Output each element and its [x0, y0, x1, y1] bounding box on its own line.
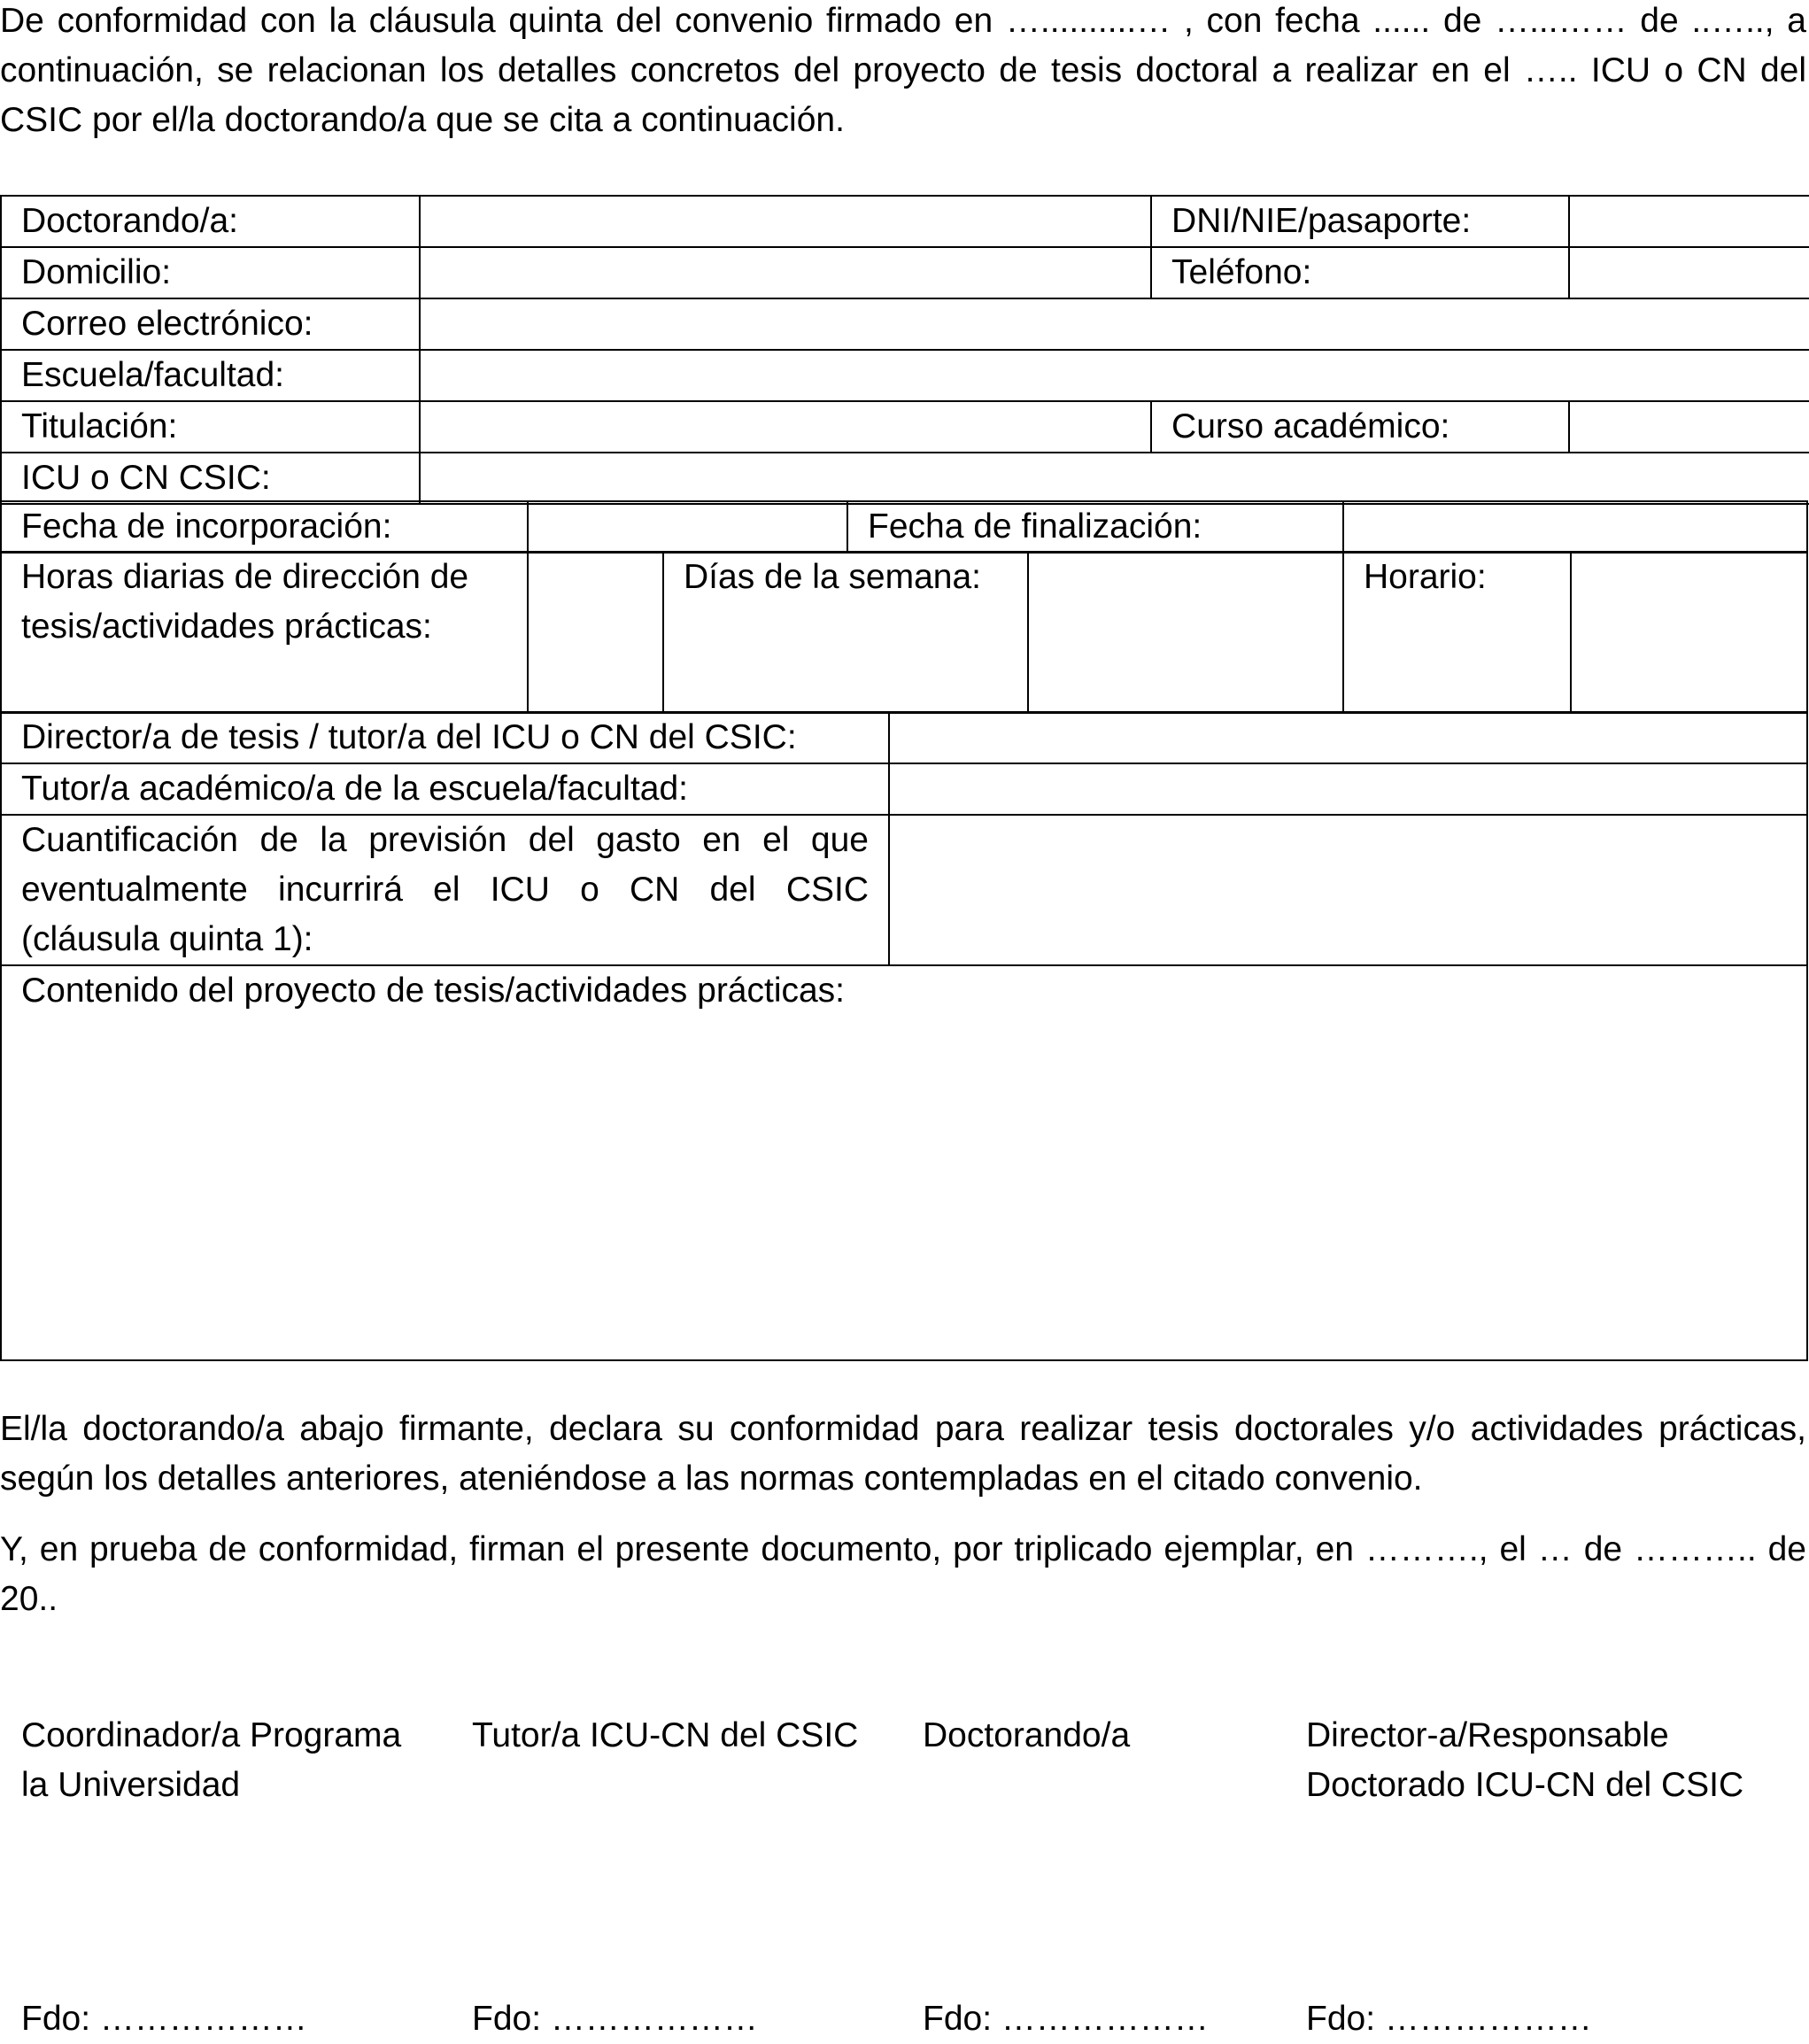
signature-doctorando-fdo: Fdo: ……………… [923, 2000, 1209, 2038]
escuela-field[interactable] [420, 350, 1809, 401]
thesis-details-form [0, 195, 1809, 505]
curso-label: Curso académico: [1151, 401, 1569, 453]
signature-coordinador-fdo: Fdo: ……………… [21, 2000, 307, 2038]
horas-field[interactable] [528, 552, 663, 713]
director-field[interactable] [889, 712, 1807, 763]
domicilio-field[interactable] [420, 247, 1151, 298]
project-table [0, 711, 1808, 1361]
titulacion-label: Titulación: [1, 401, 420, 453]
correo-label: Correo electrónico: [1, 298, 420, 350]
proof-paragraph: Y, en prueba de conformidad, firman el presente documento, por triplicado ejemplar, en ………., el … de ……….. de 20.. [0, 1530, 1806, 1618]
signature-director-fdo: Fdo: ……………… [1306, 2000, 1592, 2038]
fecha-incorporacion-field[interactable] [528, 501, 847, 553]
fecha-finalizacion-label: Fecha de finalización: [847, 501, 1343, 553]
telefono-label: Teléfono: [1151, 247, 1569, 298]
curso-field[interactable] [1569, 401, 1809, 453]
signature-tutor-fdo: Fdo: ……………… [472, 2000, 758, 2038]
telefono-field[interactable] [1569, 247, 1809, 298]
dates-table [0, 500, 1808, 554]
contenido-cell[interactable] [1, 965, 1807, 1360]
horario-label: Horario: [1343, 552, 1571, 713]
director-label: Director/a de tesis / tutor/a del ICU o CN del CSIC: [1, 712, 889, 763]
tutor-academico-label: Tutor/a académico/a de la escuela/facultad: [1, 763, 889, 815]
dni-label: DNI/NIE/pasaporte: [1151, 196, 1569, 247]
icu-label: ICU o CN CSIC: [1, 453, 420, 504]
fecha-incorporacion-label: Fecha de incorporación: [1, 501, 528, 553]
cuantificacion-label: Cuantificación de la previsión del gasto en el que eventualmente incurrirá el ICU o CN del CSIC (cláusula quinta 1): [1, 815, 889, 965]
signature-tutor-title: Tutor/a ICU-CN del CSIC [472, 1716, 859, 1754]
dias-label: Días de la semana: [663, 552, 1028, 713]
doctorando-label: Doctorando/a: [1, 196, 420, 247]
declaration-paragraph: El/la doctorando/a abajo firmante, declara su conformidad para realizar tesis doctorales y/o actividades prácticas, según los detalles anteriores, ateniéndose a las normas contempladas en el citado convenio. [0, 1410, 1806, 1498]
contenido-label: Contenido del proyecto de tesis/actividades prácticas: [21, 972, 846, 1010]
horario-field[interactable] [1571, 552, 1807, 713]
intro-paragraph: De conformidad con la cláusula quinta del convenio firmado en …..........… , con fecha ...... de …...…… de ..….., a continuación, se relacionan los detalles concretos del proyecto de tesis doctoral a realizar en el ….. ICU o CN del CSIC por el/la doctorando/a que se cita a continuación. [0, 2, 1806, 139]
horas-label: Horas diarias de dirección de tesis/actividades prácticas: [1, 552, 528, 713]
signature-coordinador-title: Coordinador/a Programa la Universidad [21, 1716, 402, 1804]
hours-table [0, 551, 1808, 714]
dni-field[interactable] [1569, 196, 1809, 247]
cuantificacion-field[interactable] [889, 815, 1807, 965]
titulacion-field[interactable] [420, 401, 1151, 453]
domicilio-label: Domicilio: [1, 247, 420, 298]
doctorando-field[interactable] [420, 196, 1151, 247]
tutor-academico-field[interactable] [889, 763, 1807, 815]
signature-director-title: Director-a/Responsable Doctorado ICU-CN del CSIC [1306, 1716, 1744, 1804]
signature-doctorando-title: Doctorando/a [923, 1716, 1131, 1754]
icu-field[interactable] [420, 453, 1809, 504]
dias-field[interactable] [1028, 552, 1343, 713]
correo-field[interactable] [420, 298, 1809, 350]
escuela-label: Escuela/facultad: [1, 350, 420, 401]
fecha-finalizacion-field[interactable] [1343, 501, 1807, 553]
